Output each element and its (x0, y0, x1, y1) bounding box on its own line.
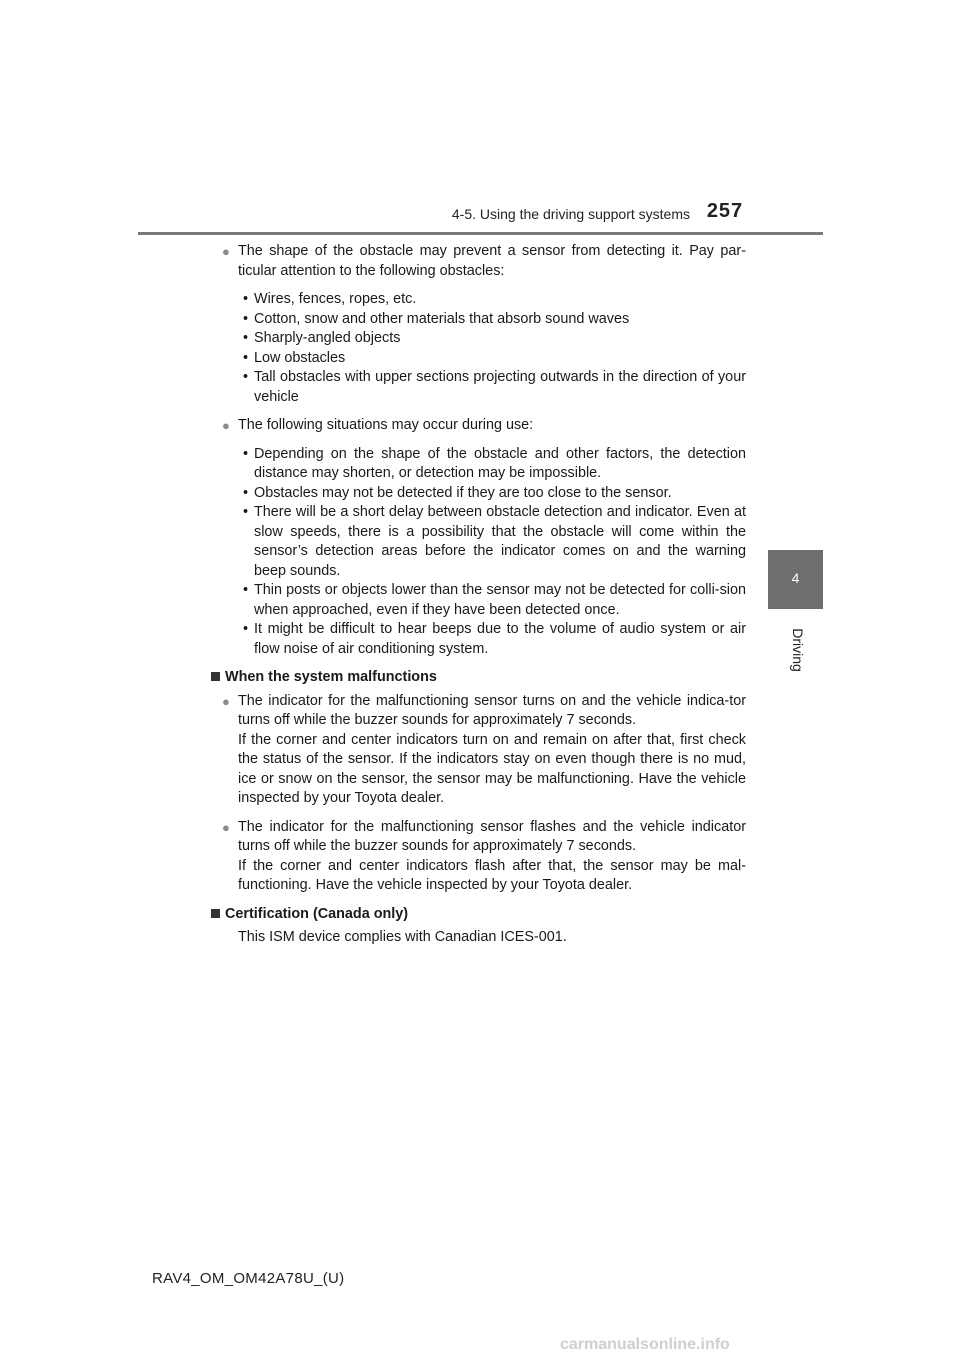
bullet-paragraph: ● The indicator for the malfunctioning sensor turns on and the vehicle indica-tor turns off while the buzzer sounds for approximately 7 seconds. If the corner and center indicators turn on and remain on after that, first check the status of the sensor. If the indicators stay on even though there is no mud, ice or snow on the sensor, the sensor may be malfunctioning. Have the vehicle inspected by your Toyota dealer. (222, 692, 746, 806)
list-dot-icon: • (243, 369, 249, 385)
list-dot-icon: • (243, 504, 249, 520)
list-item: • Cotton, snow and other materials that absorb sound waves (212, 310, 746, 330)
section-square-icon (211, 672, 220, 681)
list-item: • Sharply-angled objects (212, 329, 746, 349)
section-heading: When the system malfunctions (212, 668, 746, 688)
list-item: • Wires, fences, ropes, etc. (212, 290, 746, 310)
chapter-tab-number: 4 (791, 570, 800, 586)
bullet-text: The shape of the obstacle may prevent a sensor from detecting it. Pay par-ticular attention to the following obstacles: (238, 243, 746, 279)
obstacle-list (212, 290, 746, 407)
list-item: • Depending on the shape of the obstacle and other factors, the detection distance may shorten, or detection may be impossible. (243, 445, 746, 481)
list-dot-icon: • (243, 582, 249, 598)
bullet-paragraph: ● The indicator for the malfunctioning sensor flashes and the vehicle indicator turns off while the buzzer sounds for approximately 7 seconds. If the corner and center indicators flash after that, the sensor may be mal-functioning. Have the vehicle inspected by your Toyota dealer. (222, 818, 746, 893)
page-content (212, 242, 746, 948)
list-item: • Obstacles may not be detected if they are too close to the sensor. (212, 484, 746, 504)
list-dot-icon: • (243, 330, 249, 346)
list-dot-icon: • (243, 310, 249, 327)
bullet-paragraph (212, 242, 746, 281)
list-dot-icon: • (243, 484, 249, 501)
list-item: • It might be difficult to hear beeps due to the volume of audio system or air flow noise of air conditioning system. (243, 621, 746, 657)
list-item: • Tall obstacles with upper sections projecting outwards in the direction of your vehicle (243, 369, 746, 405)
list-dot-icon: • (243, 445, 249, 462)
chapter-tab-label: Driving (790, 628, 806, 672)
header-divider (138, 232, 823, 235)
list-dot-icon: • (243, 621, 249, 637)
bullet-circle-icon: ● (222, 693, 230, 709)
watermark: carmanualsonline.info (560, 1336, 730, 1353)
situation-list (212, 445, 746, 660)
certification-text: This ISM device complies with Canadian ICES-001. (238, 929, 567, 945)
list-item: • There will be a short delay between obstacle detection and indicator. Even at slow speeds, there is a possibility that the obstacle will come within the sensor’s detection areas before the indicator comes on and the warning beep sounds. (243, 504, 746, 579)
bullet-circle-icon: ● (222, 418, 230, 433)
page-number: 257 (706, 200, 744, 222)
bullet-circle-icon: ● (222, 819, 230, 835)
bullet-circle-icon: ● (222, 244, 230, 259)
section-square-icon (211, 909, 220, 918)
section-heading: Certification (Canada only) (212, 905, 746, 925)
bullet-text: The following situations may occur during use: (238, 417, 534, 433)
document-code: RAV4_OM_OM42A78U_(U) (152, 1270, 345, 1287)
list-item: • Thin posts or objects lower than the sensor may not be detected for colli-sion when approached, even if they have been detected once. (243, 582, 746, 618)
header-section-title: 4-5. Using the driving support systems (451, 206, 690, 222)
list-item: • Low obstacles (212, 349, 746, 369)
list-dot-icon: • (243, 291, 249, 307)
list-dot-icon: • (243, 349, 249, 366)
bullet-paragraph (212, 416, 746, 436)
